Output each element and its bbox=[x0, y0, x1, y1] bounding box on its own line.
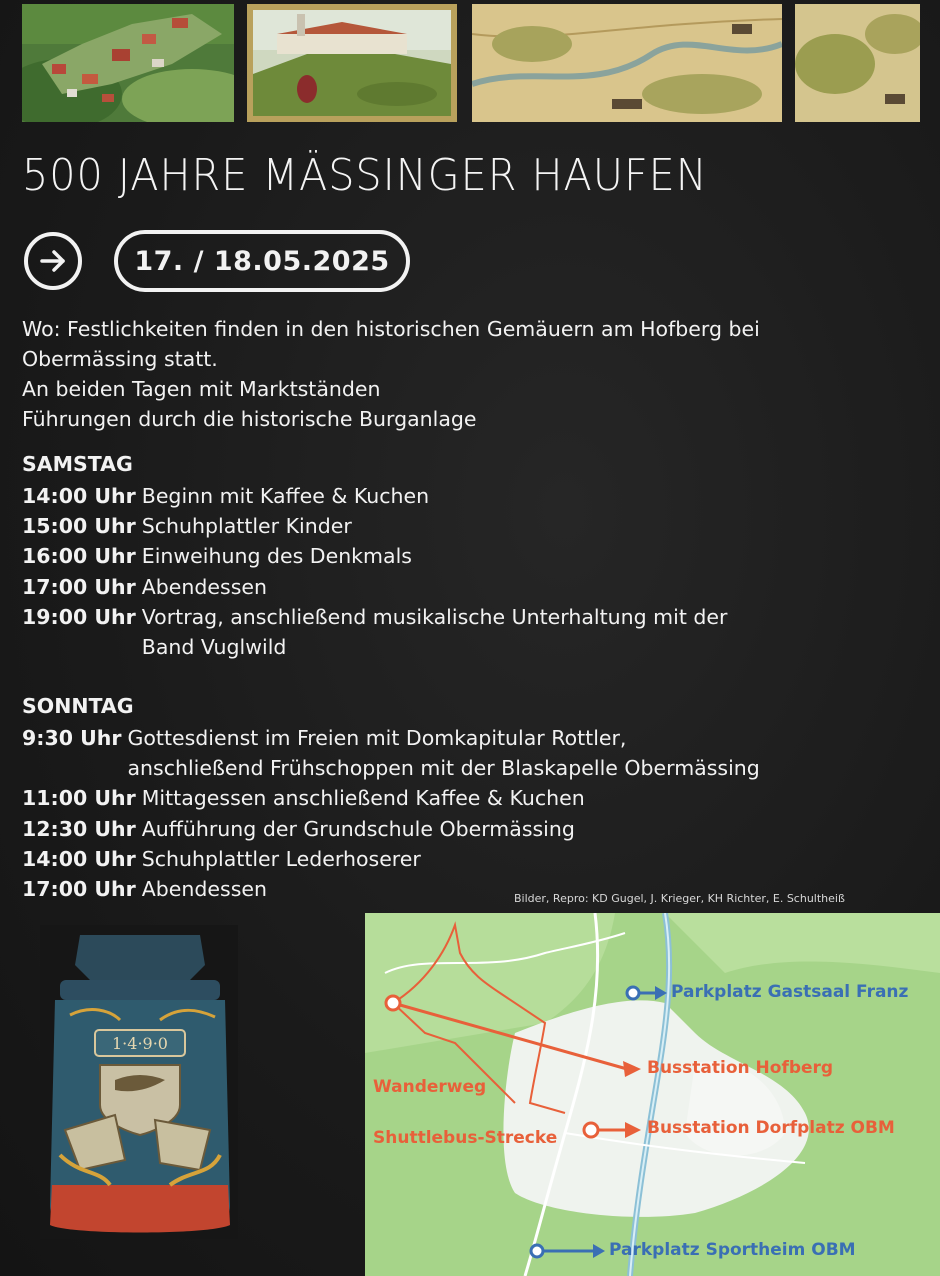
event-intro bbox=[22, 314, 902, 434]
event-date-badge: 17. / 18.05.2025 bbox=[114, 230, 410, 292]
schedule-time: 11:00 Uhr bbox=[22, 786, 136, 811]
schedule-item bbox=[22, 723, 922, 783]
page-title: 500 JAHRE MÄSSINGER HAUFEN bbox=[22, 150, 708, 201]
saturday-schedule bbox=[22, 481, 922, 662]
schedule-text: Vortrag, anschließend musikalische Unterhaltung mit der bbox=[141, 604, 728, 629]
location-map bbox=[365, 913, 940, 1276]
intro-line: Obermässing statt. bbox=[22, 347, 218, 371]
schedule-text: Einweihung des Denkmals bbox=[141, 544, 412, 569]
intro-line: Führungen durch die historische Burganlage bbox=[22, 407, 477, 431]
schedule-item bbox=[22, 481, 922, 511]
schedule-time: 9:30 Uhr bbox=[22, 726, 122, 750]
castle-painting-photo bbox=[247, 4, 457, 122]
schedule-item bbox=[22, 511, 922, 541]
jug-year-text: 1·4·9·0 bbox=[112, 1034, 168, 1053]
schedule-time: 19:00 Uhr bbox=[22, 604, 136, 629]
schedule-time: 15:00 Uhr bbox=[22, 514, 136, 539]
schedule-text: Gottesdienst im Freien mit Domkapitular Rottler, bbox=[127, 726, 627, 750]
schedule-time: 14:00 Uhr bbox=[22, 846, 136, 871]
schedule-text-continued: anschließend Frühschoppen mit der Blaskapelle Obermässing bbox=[127, 756, 760, 781]
schedule-item bbox=[22, 602, 922, 662]
sunday-heading: SONNTAG bbox=[22, 694, 134, 718]
map-label-busstation-dorfplatz: Busstation Dorfplatz OBM bbox=[647, 1118, 895, 1138]
historic-map-photo bbox=[472, 4, 782, 122]
arrow-right-icon bbox=[24, 232, 82, 290]
map-label-shuttlebus: Shuttlebus-Strecke bbox=[373, 1128, 558, 1148]
intro-line: Wo: Festlichkeiten finden in den historischen Gemäuern am Hofberg bei bbox=[22, 317, 760, 341]
schedule-time: 17:00 Uhr bbox=[22, 877, 136, 902]
schedule-time: 17:00 Uhr bbox=[22, 574, 136, 599]
map-label-parkplatz-sportheim: Parkplatz Sportheim OBM bbox=[609, 1240, 856, 1260]
schedule-text: Schuhplattler Kinder bbox=[141, 514, 352, 539]
schedule-text: Abendessen bbox=[141, 877, 267, 902]
schedule-text: Aufführung der Grundschule Obermässing bbox=[141, 816, 575, 841]
schedule-item bbox=[22, 814, 922, 844]
schedule-time: 12:30 Uhr bbox=[22, 816, 136, 841]
sunday-schedule bbox=[22, 723, 922, 904]
saturday-heading: SAMSTAG bbox=[22, 452, 133, 476]
schedule-time: 16:00 Uhr bbox=[22, 544, 136, 569]
aerial-village-photo bbox=[22, 4, 234, 122]
schedule-item bbox=[22, 844, 922, 874]
schedule-text: Schuhplattler Lederhoserer bbox=[141, 846, 421, 871]
intro-line: An beiden Tagen mit Marktständen bbox=[22, 377, 381, 401]
schedule-item bbox=[22, 572, 922, 602]
historic-map-detail-photo bbox=[795, 4, 920, 122]
schedule-text: Beginn mit Kaffee & Kuchen bbox=[141, 484, 430, 508]
schedule-text: Mittagessen anschließend Kaffee & Kuchen bbox=[141, 786, 585, 811]
image-credit: Bilder, Repro: KD Gugel, J. Krieger, KH Richter, E. Schultheiß bbox=[514, 892, 845, 905]
schedule-item bbox=[22, 541, 922, 571]
schedule-item bbox=[22, 783, 922, 813]
map-label-parkplatz-gastsaal: Parkplatz Gastsaal Franz bbox=[671, 982, 909, 1002]
map-label-busstation-hofberg: Busstation Hofberg bbox=[647, 1058, 834, 1078]
schedule-time: 14:00 Uhr bbox=[22, 484, 136, 508]
schedule-text: Abendessen bbox=[141, 574, 267, 599]
schedule-text-continued: Band Vuglwild bbox=[141, 635, 287, 660]
map-label-wanderweg: Wanderweg bbox=[373, 1077, 487, 1097]
historic-jug-photo bbox=[40, 925, 238, 1239]
